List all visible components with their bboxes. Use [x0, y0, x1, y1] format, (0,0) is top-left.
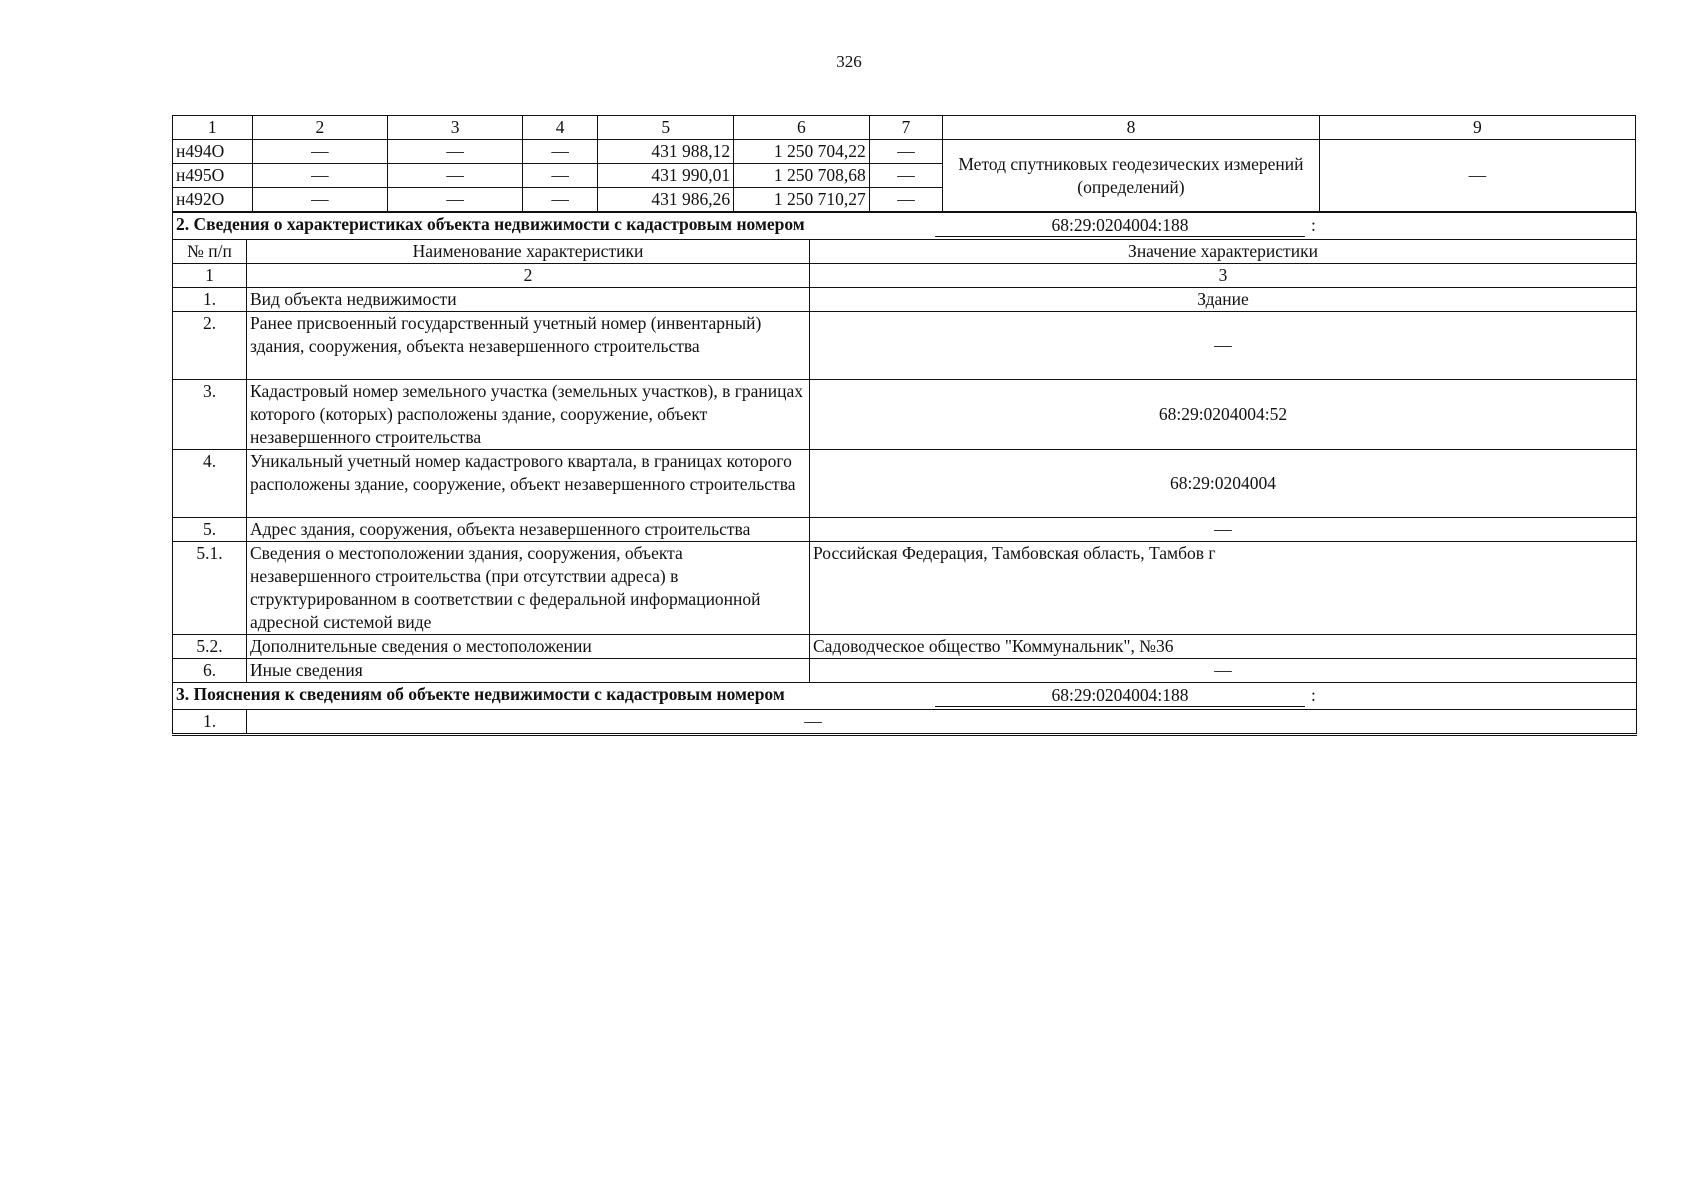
col-header: № п/п: [173, 240, 247, 264]
section3-header-row: [173, 683, 1637, 710]
row-number: 2.: [173, 312, 247, 380]
characteristic-name: Ранее присвоенный государственный учетный номер (инвентарный) здания, сооружения, объекта незавершенного строительства: [247, 312, 810, 380]
row-number: 3.: [173, 380, 247, 450]
table-row: [173, 518, 1637, 542]
col-header: 7: [869, 116, 942, 140]
method-cell: Метод спутниковых геодезических измерений (определений): [943, 140, 1319, 212]
table-row: [173, 380, 1637, 450]
col-number: 2: [247, 264, 810, 288]
characteristics-table: [172, 212, 1637, 736]
col-number: 1: [173, 264, 247, 288]
cell: —: [522, 140, 597, 164]
col-header: 3: [388, 116, 523, 140]
characteristic-name: Сведения о местоположении здания, сооружения, объекта незавершенного строительства (при отсутствии адреса) в структурированном в соответствии с федеральной информационной адресной системой виде: [247, 542, 810, 635]
characteristic-value: —: [810, 518, 1637, 542]
col-header: 6: [734, 116, 870, 140]
characteristic-value: 68:29:0204004:52: [810, 380, 1637, 450]
characteristic-name: Дополнительные сведения о местоположении: [247, 635, 810, 659]
section-title: 2. Сведения о характеристиках объекта недвижимости с кадастровым номером: [176, 214, 805, 234]
col-header: Наименование характеристики: [247, 240, 810, 264]
cell: —: [388, 188, 523, 212]
coord-y: 1 250 704,22: [734, 140, 870, 164]
coord-y: 1 250 708,68: [734, 164, 870, 188]
section2-header-row: [173, 213, 1637, 240]
characteristic-name: Кадастровый номер земельного участка (земельных участков), в границах которого (которых) расположены здание, сооружение, объект незавершенного строительства: [247, 380, 810, 450]
colon: :: [1311, 685, 1316, 705]
point-label: н495О: [173, 164, 253, 188]
point-label: н492О: [173, 188, 253, 212]
coord-x: 431 988,12: [598, 140, 734, 164]
table-row: [173, 659, 1637, 683]
col-header: 8: [943, 116, 1319, 140]
row-number: 4.: [173, 450, 247, 518]
table-row: [173, 140, 1636, 164]
colon: :: [1311, 215, 1316, 235]
characteristic-name: Иные сведения: [247, 659, 810, 683]
characteristic-name: Вид объекта недвижимости: [247, 288, 810, 312]
cell: —: [1319, 140, 1635, 212]
table-row: [173, 710, 1637, 735]
characteristic-value: 68:29:0204004: [810, 450, 1637, 518]
row-number: 6.: [173, 659, 247, 683]
coord-x: 431 986,26: [598, 188, 734, 212]
row-number: 5.2.: [173, 635, 247, 659]
characteristic-name: Адрес здания, сооружения, объекта незавершенного строительства: [247, 518, 810, 542]
section2-heading: [173, 213, 1637, 240]
characteristic-name: Уникальный учетный номер кадастрового квартала, в границах которого расположены здание, сооружение, объект незавершенного строительства: [247, 450, 810, 518]
coord-x: 431 990,01: [598, 164, 734, 188]
cell: —: [252, 164, 388, 188]
explanation-text: —: [247, 710, 1637, 735]
column-headers-row: [173, 240, 1637, 264]
coord-y: 1 250 710,27: [734, 188, 870, 212]
col-header: 9: [1319, 116, 1635, 140]
cell: —: [869, 164, 942, 188]
table-row: [173, 450, 1637, 518]
column-numbers-row: [173, 264, 1637, 288]
cell: —: [388, 140, 523, 164]
cell: —: [522, 188, 597, 212]
characteristic-value: —: [810, 312, 1637, 380]
col-header: 1: [173, 116, 253, 140]
cell: —: [869, 188, 942, 212]
cell: —: [252, 188, 388, 212]
characteristic-value: Здание: [810, 288, 1637, 312]
col-header: 5: [598, 116, 734, 140]
col-header: 4: [522, 116, 597, 140]
table-row: [173, 312, 1637, 380]
row-number: 1.: [173, 710, 247, 735]
row-number: 5.1.: [173, 542, 247, 635]
coordinates-table: [172, 115, 1636, 212]
col-header: Значение характеристики: [810, 240, 1637, 264]
characteristic-value: Садоводческое общество "Коммунальник", №36: [810, 635, 1637, 659]
table-row: [173, 542, 1637, 635]
cadastral-number: 68:29:0204004:188: [935, 214, 1305, 237]
coordinates-header-row: [173, 116, 1636, 140]
row-number: 1.: [173, 288, 247, 312]
characteristic-value: —: [810, 659, 1637, 683]
cell: —: [388, 164, 523, 188]
row-number: 5.: [173, 518, 247, 542]
cell: —: [869, 140, 942, 164]
cell: —: [252, 140, 388, 164]
col-header: 2: [252, 116, 388, 140]
col-number: 3: [810, 264, 1637, 288]
table-row: [173, 635, 1637, 659]
page-number: 326: [836, 52, 862, 71]
cell: —: [522, 164, 597, 188]
section3-heading: [173, 683, 1637, 710]
document-body: [172, 115, 1636, 736]
table-row: [173, 288, 1637, 312]
cadastral-number: 68:29:0204004:188: [935, 684, 1305, 707]
characteristic-value: Российская Федерация, Тамбовская область, Тамбов г: [810, 542, 1637, 635]
point-label: н494О: [173, 140, 253, 164]
section-title: 3. Пояснения к сведениям об объекте недвижимости с кадастровым номером: [176, 684, 785, 704]
